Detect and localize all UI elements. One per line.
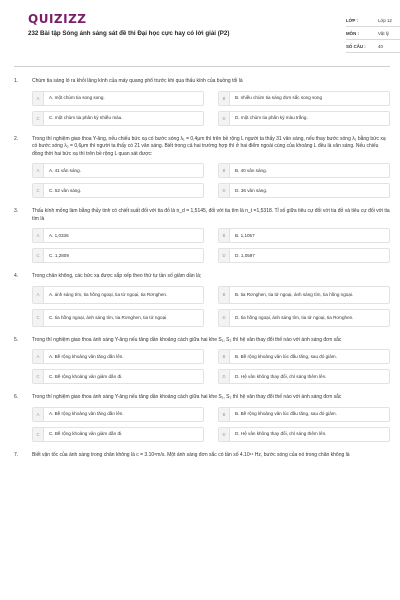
- option-letter: A: [33, 408, 44, 421]
- answer-options: [32, 407, 390, 442]
- question-number: 2.: [14, 135, 19, 142]
- option-text: D. 1,0597: [235, 252, 255, 258]
- option-letter: B: [219, 287, 230, 303]
- answer-option[interactable]: [218, 183, 390, 198]
- question-text: Trong thí nghiệm giao thoa ánh sáng Y-âng nếu tăng dần khoảng cách giữa hai khe S₁, S₂ thì hệ vân thay đổi thế nào với ánh sáng đơn sắc: [32, 336, 342, 343]
- option-letter: D: [219, 184, 230, 197]
- meta-value: 40: [378, 43, 383, 49]
- question-text: Trong thí nghiệm giao thoa Y-âng, nếu chiếu bức xạ có bước sóng λ₁ = 0,4μm thì trên bề rộng L người ta thấy 31 vân sáng, nếu thay bước sóng λ₁ bằng bức xạ có bước sóng λ₂ = 0,6μm thì người ta thấy có 21 vân sáng. Biết trong cả hai trường hợp thì ở hai điểm ngoài cùng của khoảng L đều là vân sáng. Nếu chiếu đồng thời hai bức xạ thì trên bề rộng L quan sát được:: [32, 135, 386, 157]
- quizizz-logo: QUIZIZZ: [28, 12, 87, 26]
- option-letter: C: [33, 184, 44, 197]
- option-text: D. một chùm tia phân kỳ màu trắng.: [235, 115, 308, 120]
- option-text: A. một chùm tia song song.: [49, 95, 105, 100]
- question-item: [14, 394, 390, 442]
- answer-option[interactable]: [218, 111, 390, 126]
- option-text: D. 36 vân sáng.: [235, 187, 268, 193]
- option-letter: B: [219, 92, 230, 105]
- question-head: [14, 136, 390, 159]
- option-text: D. tia hồng ngoại, ánh sáng tím, tia tử ngoại, tia Rơnghen.: [235, 314, 354, 320]
- option-letter: D: [219, 428, 230, 441]
- meta-key: SỐ CÂU :: [346, 43, 366, 49]
- question-item: [14, 136, 390, 199]
- question-item: [14, 337, 390, 385]
- option-letter: B: [219, 229, 230, 242]
- question-item: [14, 78, 390, 126]
- option-text: B. Bề rộng khoảng vân lúc đầu tăng, sau đó giảm.: [235, 353, 337, 359]
- answer-option[interactable]: [218, 369, 390, 384]
- option-text: B. 40 vân sáng.: [235, 167, 267, 173]
- option-text: D. Hệ vân không thay đổi, chỉ sáng thêm lên.: [235, 431, 327, 436]
- question-head: [14, 337, 390, 345]
- answer-option[interactable]: [32, 309, 204, 327]
- option-text: B. Bề rộng khoảng vân lúc đầu tăng, sau đó giảm.: [235, 411, 337, 416]
- question-text: Thấu kính mỏng làm bằng thủy tinh có chiết suất đối với tia đỏ là n_d = 1,5145, đối với tia tím là n_t =1,5318. Tỉ số giữa tiêu cự đối với tia đỏ và tiêu cự đối với tia tím là: [32, 208, 390, 222]
- answer-option[interactable]: [218, 248, 390, 263]
- meta-value: Vật lý: [378, 30, 389, 36]
- option-text: B. nhiều chùm tia sáng đơn sắc song song: [235, 95, 323, 100]
- question-number: 6.: [14, 394, 19, 400]
- answer-options: [32, 163, 390, 198]
- meta-value: Lớp 12: [378, 17, 392, 23]
- question-number: 4.: [14, 273, 19, 279]
- answer-option[interactable]: [32, 163, 204, 178]
- answer-option[interactable]: [32, 228, 204, 243]
- question-head: [14, 208, 390, 223]
- answer-option[interactable]: [32, 369, 204, 384]
- option-letter: B: [219, 408, 230, 421]
- answer-options: [32, 91, 390, 126]
- option-letter: C: [33, 370, 44, 383]
- question-text: Chùm tia sáng ló ra khỏi lăng kính của máy quang phổ trước khi qua thấu kính của buồng tối là: [32, 78, 243, 84]
- answer-option[interactable]: [218, 349, 390, 364]
- question-item: [14, 208, 390, 263]
- answer-option[interactable]: [32, 248, 204, 263]
- option-letter: D: [219, 249, 230, 262]
- answer-options: [32, 349, 390, 384]
- answer-option[interactable]: [32, 286, 204, 304]
- option-text: A. 41 vân sáng.: [49, 167, 81, 173]
- option-letter: A: [33, 164, 44, 177]
- header-divider: [14, 66, 390, 67]
- option-letter: C: [33, 428, 44, 441]
- option-letter: D: [219, 370, 230, 383]
- answer-option[interactable]: [218, 163, 390, 178]
- option-letter: A: [33, 287, 44, 303]
- option-text: B. tia Rơnghen, tia tử ngoại, ánh sáng tím, tia hồng ngoại.: [235, 291, 354, 297]
- answer-option[interactable]: [32, 407, 204, 422]
- option-text: A. Bề rộng khoảng vân tăng dần lên.: [49, 411, 124, 416]
- answer-options: [32, 228, 390, 263]
- answer-option[interactable]: [218, 309, 390, 327]
- question-number: 3.: [14, 208, 19, 214]
- option-letter: A: [33, 92, 44, 105]
- option-letter: D: [219, 112, 230, 125]
- question-text: Trong chân không, các bức xạ được sắp xếp theo thứ tự tần số giảm dần là;: [32, 273, 202, 279]
- question-number: 5.: [14, 336, 19, 343]
- worksheet-header: [14, 0, 392, 64]
- question-head: [14, 394, 390, 402]
- option-text: C. 1,2809: [49, 252, 69, 258]
- option-text: C. một chùm tia phân kỳ nhiều màu.: [49, 115, 123, 120]
- question-list: [14, 78, 390, 469]
- option-letter: A: [33, 350, 44, 363]
- option-text: B. 1,1057: [235, 232, 255, 238]
- answer-option[interactable]: [32, 111, 204, 126]
- question-item: [14, 452, 390, 460]
- option-text: A. 1,0336: [49, 232, 69, 238]
- question-head: [14, 273, 390, 281]
- question-text: Trong thí nghiệm giao thoa ánh sáng Y-âng nếu tăng dần khoảng cách giữa hai khe S₁, S₂ thì hệ vân thay đổi thế nào với ánh sáng đơn sắc: [32, 394, 342, 400]
- answer-option[interactable]: [218, 407, 390, 422]
- answer-options: [32, 286, 390, 327]
- option-letter: B: [219, 350, 230, 363]
- answer-option[interactable]: [32, 349, 204, 364]
- option-letter: C: [33, 310, 44, 326]
- meta-row-subject: [346, 27, 400, 40]
- answer-option[interactable]: [32, 91, 204, 106]
- option-letter: D: [219, 310, 230, 326]
- answer-option[interactable]: [218, 427, 390, 442]
- option-text: C. 52 vân sáng.: [49, 187, 82, 193]
- worksheet-meta: [346, 14, 400, 53]
- option-letter: C: [33, 249, 44, 262]
- option-text: A. Bề rộng khoảng vân tăng dần lên.: [49, 353, 124, 359]
- answer-option[interactable]: [218, 228, 390, 243]
- question-text: Biết vận tốc của ánh sáng trong chân không là c = 3.10⁸m/s. Một ánh sáng đơn sắc có tần số 4.10¹⁴ Hz, bước sóng của nó trong chân không là: [32, 451, 350, 458]
- meta-key: LỚP :: [346, 17, 358, 23]
- question-item: [14, 273, 390, 327]
- option-text: C. tia hồng ngoại, ánh sáng tím, tia Rơnghen, tia tử ngoại: [49, 314, 167, 320]
- worksheet-title: 232 Bài tập Sóng ánh sáng sát đề thi Đại học cực hay có lời giải (P2): [28, 30, 230, 37]
- option-text: D. Hệ vân không thay đổi, chỉ sáng thêm lên.: [235, 373, 327, 379]
- answer-option[interactable]: [32, 427, 204, 442]
- answer-option[interactable]: [218, 91, 390, 106]
- meta-row-question-count: [346, 40, 400, 53]
- question-head: [14, 452, 390, 460]
- option-text: C. Bề rộng khoảng vân giảm dần đi.: [49, 431, 123, 436]
- meta-row-class: [346, 14, 400, 27]
- question-head: [14, 78, 390, 86]
- option-letter: B: [219, 164, 230, 177]
- option-text: A. ánh sáng tím, tia hồng ngoại, tia tử ngoại, tia Rơnghen.: [49, 291, 168, 297]
- option-letter: A: [33, 229, 44, 242]
- meta-key: MÔN :: [346, 30, 359, 36]
- answer-option[interactable]: [32, 183, 204, 198]
- question-number: 1.: [14, 78, 19, 84]
- answer-option[interactable]: [218, 286, 390, 304]
- question-number: 7.: [14, 451, 19, 458]
- option-letter: C: [33, 112, 44, 125]
- option-text: C. Bề rộng khoảng vân giảm dần đi.: [49, 373, 123, 379]
